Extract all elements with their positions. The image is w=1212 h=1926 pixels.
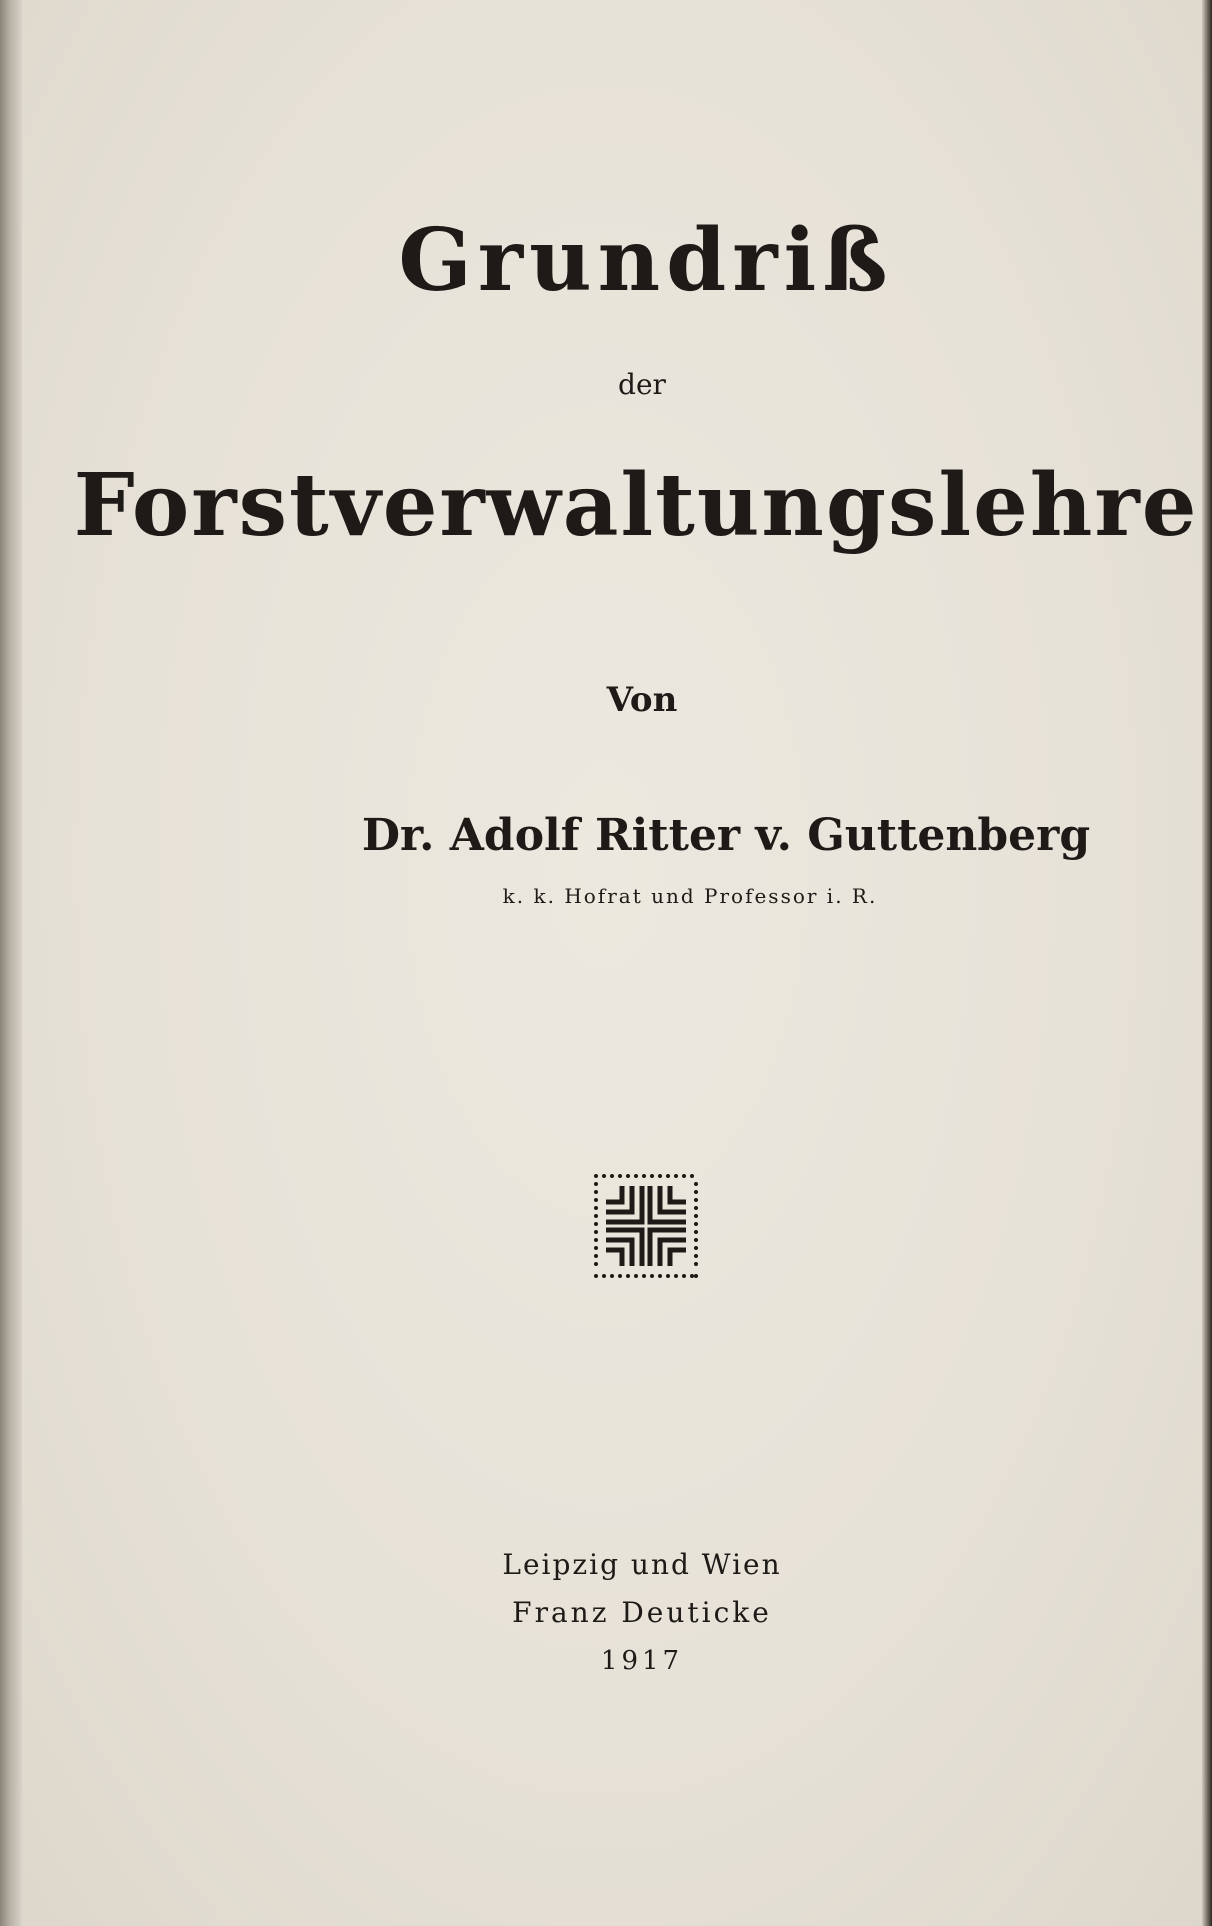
- author-name: Dr. Adolf Ritter v. Guttenberg: [361, 810, 1091, 861]
- publication-year: 1917: [600, 1646, 684, 1676]
- byline: Von: [606, 680, 678, 720]
- publisher-ornament-icon: [592, 1172, 700, 1280]
- title-connector: der: [618, 368, 666, 401]
- publication-place: Leipzig und Wien: [502, 1548, 782, 1581]
- book-title: Grundriß: [398, 210, 894, 311]
- page-spine-shadow: [0, 0, 22, 1926]
- book-subject: Forstverwaltungslehre: [73, 455, 1199, 556]
- author-title: k. k. Hofrat und Professor i. R.: [502, 884, 878, 908]
- publisher-name: Franz Deuticke: [512, 1596, 772, 1629]
